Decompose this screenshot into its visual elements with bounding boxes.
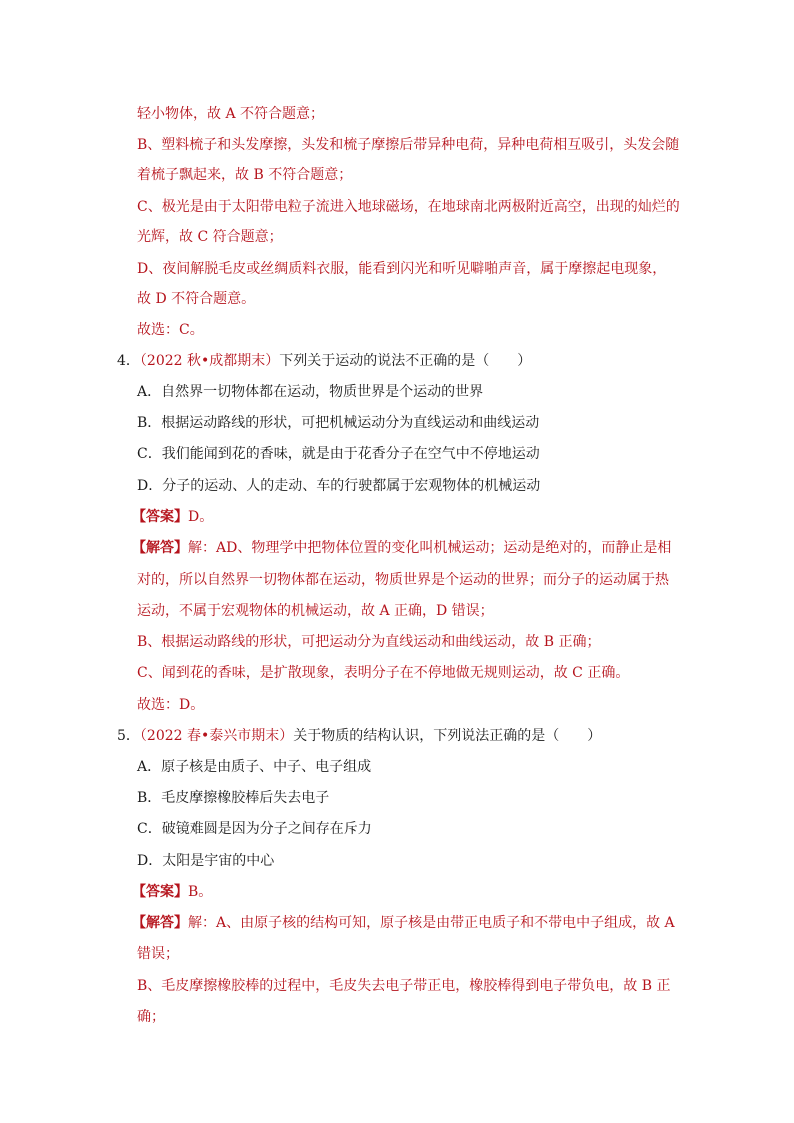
q5-explanation-tag: 【解答】	[132, 915, 188, 931]
q4-stem: 下列关于运动的说法不正确的是（ ）	[279, 353, 532, 369]
q4-explanation-tag: 【解答】	[132, 540, 188, 556]
q4-choice-line: 故选：D。	[137, 697, 205, 713]
q3-choice-line: 故选：C。	[137, 322, 204, 338]
q5-explanation-line-1	[132, 913, 675, 933]
q5-answer-tag: 【答案】	[132, 884, 188, 900]
q5-explanation-text-1: 解：A、由原子核的结构可知，原子核是由带正电质子和不带电中子组成，故 A	[188, 915, 675, 931]
q3-explanation-line-3: 着梳子飘起来，故 B 不符合题意；	[137, 167, 353, 183]
q5-explanation-line-2: 错误；	[137, 946, 179, 962]
q3-explanation-line-4: C、极光是由于太阳带电粒子流进入地球磁场，在地球南北两极附近高空，出现的灿烂的	[137, 199, 680, 215]
q3-explanation-line-6: D、夜间解脱毛皮或丝绸质料衣服，能看到闪光和听见噼啪声音，属于摩擦起电现象，	[137, 261, 667, 277]
q3-explanation-line-2: B、塑料梳子和头发摩擦，头发和梳子摩擦后带异种电荷，异种电荷相互吸引，头发会随	[137, 137, 680, 153]
q3-explanation-line-5: 光辉，故 C 符合题意；	[137, 229, 283, 245]
q5-source: （2022 春•泰兴市期末）	[139, 728, 294, 744]
q4-explanation-line-3: 运动，不属于宏观物体的机械运动，故 A 正确，D 错误；	[137, 603, 494, 619]
q4-explanation-line-1	[132, 538, 671, 558]
q5-explanation-line-3: B、毛皮摩擦橡胶棒的过程中，毛皮失去电子带正电，橡胶棒得到电子带负电，故 B 正	[137, 978, 671, 994]
q4-explanation-line-4: B、根据运动路线的形状，可把运动分为直线运动和曲线运动，故 B 正确；	[137, 634, 601, 650]
q4-answer-value: D。	[188, 509, 214, 525]
q4-number: 4．	[117, 353, 140, 369]
q4-option-d: D．分子的运动、人的走动、车的行驶都属于宏观物体的机械运动	[137, 478, 541, 494]
q4-option-c: C．我们能闻到花的香味，就是由于花香分子在空气中不停地运动	[137, 446, 540, 462]
q5-option-a: A．原子核是由质子、中子、电子组成	[137, 759, 372, 775]
q3-explanation-line-7: 故 D 不符合题意。	[137, 291, 256, 307]
q5-number: 5．	[117, 728, 140, 744]
q5-answer	[132, 882, 212, 902]
q4-answer	[132, 507, 213, 527]
q4-option-a: A．自然界一切物体都在运动，物质世界是个运动的世界	[137, 384, 484, 400]
q5-option-b: B．毛皮摩擦橡胶棒后失去电子	[137, 790, 330, 806]
q4-source: （2022 秋•成都期末）	[139, 353, 280, 369]
q4-answer-tag: 【答案】	[132, 509, 188, 525]
q4-explanation-text-1: 解：AD、物理学中把物体位置的变化叫机械运动；运动是绝对的，而静止是相	[188, 540, 672, 556]
q5-option-c: C．破镜难圆是因为分子之间存在斥力	[137, 821, 372, 837]
q4-option-b: B．根据运动路线的形状，可把机械运动分为直线运动和曲线运动	[137, 415, 540, 431]
q4-question	[117, 351, 531, 371]
q4-explanation-line-5: C、闻到花的香味，是扩散现象，表明分子在不停地做无规则运动，故 C 正确。	[137, 665, 630, 681]
q4-explanation-line-2: 对的，所以自然界一切物体都在运动，物质世界是个运动的世界；而分子的运动属于热	[137, 572, 669, 588]
q3-explanation-line-1: 轻小物体，故 A 不符合题意；	[137, 106, 325, 122]
q5-question	[117, 726, 601, 746]
q5-stem: 关于物质的结构认识，下列说法正确的是（ ）	[293, 728, 602, 744]
q5-answer-value: B。	[188, 884, 213, 900]
q5-option-d: D．太阳是宇宙的中心	[137, 853, 275, 869]
q5-explanation-line-4: 确；	[137, 1009, 165, 1025]
